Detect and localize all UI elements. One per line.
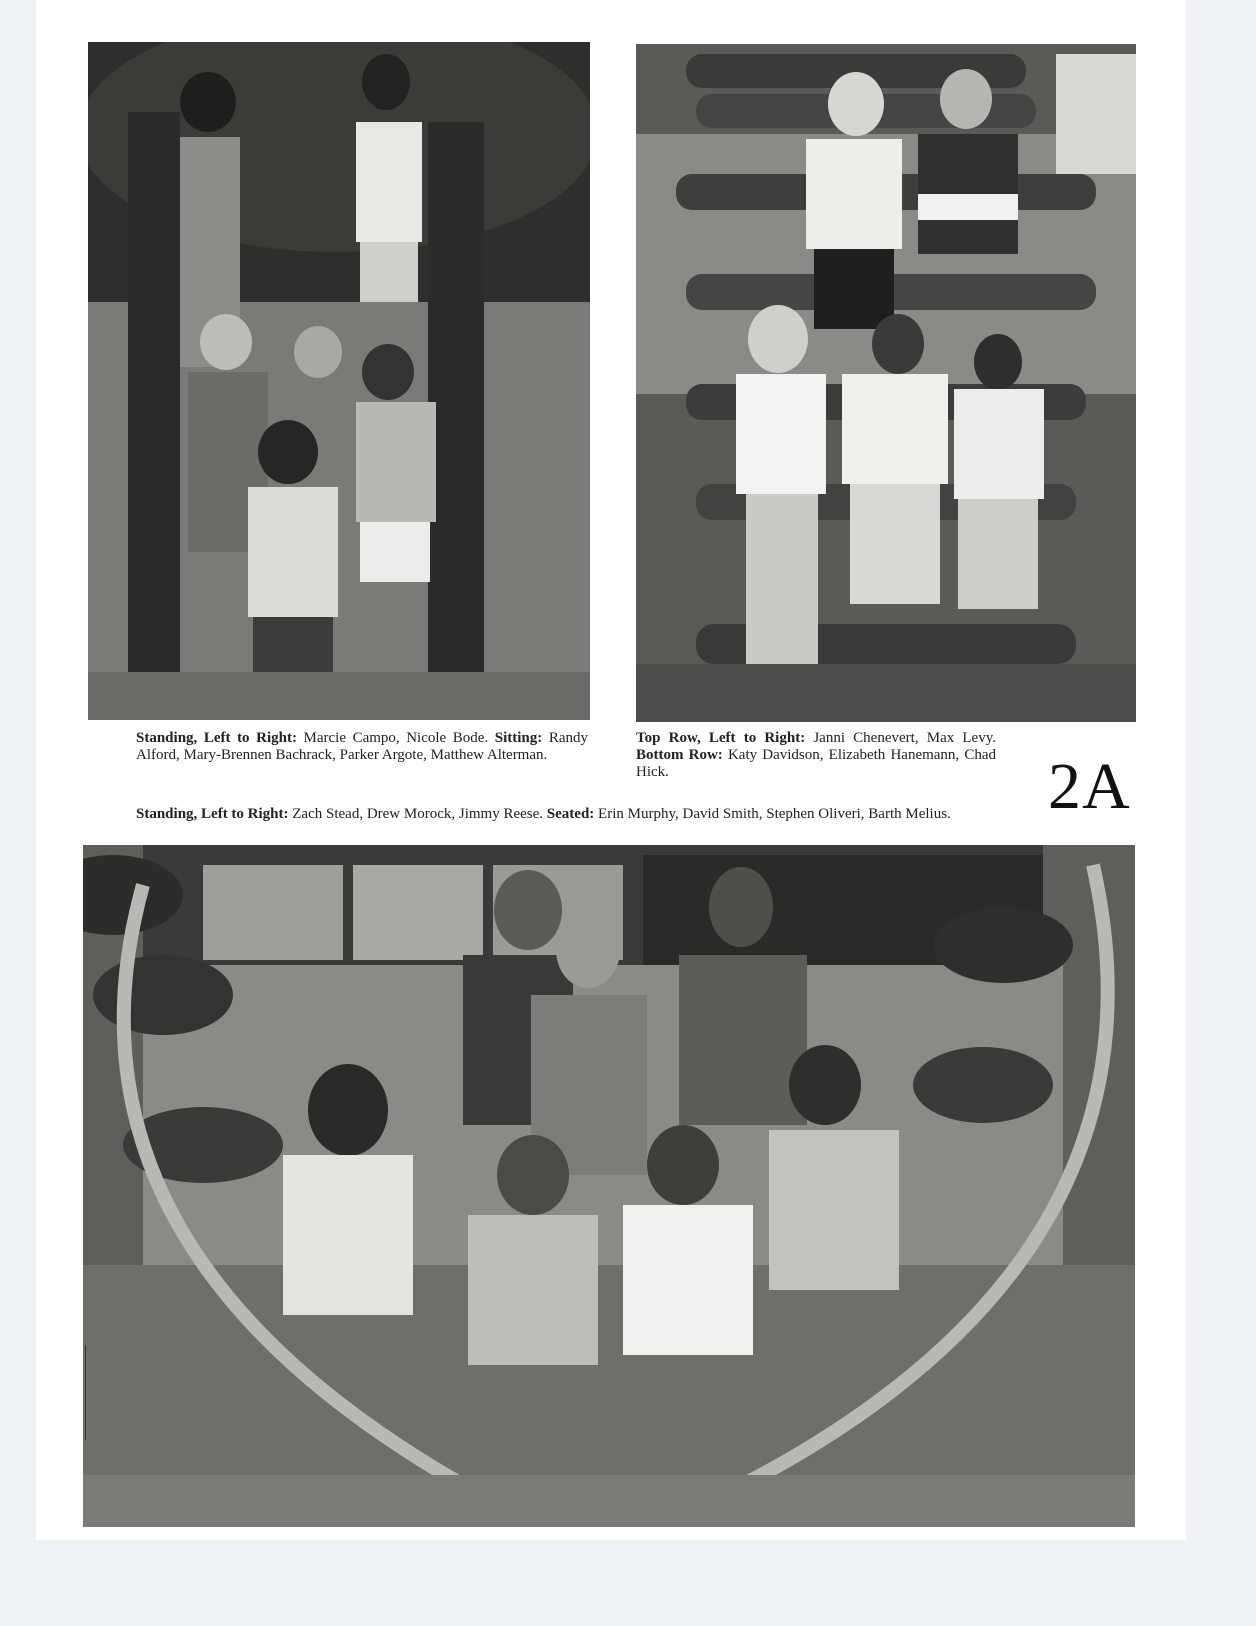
caption-names-standing: Zach Stead, Drew Morock, Jimmy Reese. (288, 806, 547, 822)
caption-names-sitting: Randy Alford, Mary-Brennen Bachrack, Parker Argote, Matthew Alterman. (136, 730, 588, 763)
caption-bottom (136, 806, 1026, 823)
caption-names-top-row: Janni Chenevert, Max Levy. (805, 730, 996, 746)
margin-mark (85, 1345, 86, 1440)
class-label: 2A (1048, 750, 1131, 823)
caption-names-bottom-row: Katy Davidson, Elizabeth Hanemann, Chad Hick. (636, 747, 996, 780)
caption-label-seated: Seated: (546, 806, 595, 822)
caption-names-standing: Marcie Campo, Nicole Bode. (296, 730, 495, 746)
yearbook-page (36, 0, 1186, 1540)
caption-label-bottom-row: Bottom Row: (636, 747, 723, 763)
class-photo-top-left (88, 42, 590, 720)
class-photo-bottom (83, 845, 1135, 1527)
caption-label-top-row: Top Row, Left to Right: (636, 730, 806, 746)
caption-top-left (136, 730, 588, 764)
caption-label-standing: Standing, Left to Right: (136, 806, 289, 822)
caption-names-seated: Erin Murphy, David Smith, Stephen Oliveri, Barth Melius. (594, 806, 951, 822)
caption-top-right (636, 730, 996, 781)
class-photo-top-right (636, 44, 1136, 722)
caption-label-sitting: Sitting: (494, 730, 543, 746)
caption-label-standing: Standing, Left to Right: (136, 730, 297, 746)
